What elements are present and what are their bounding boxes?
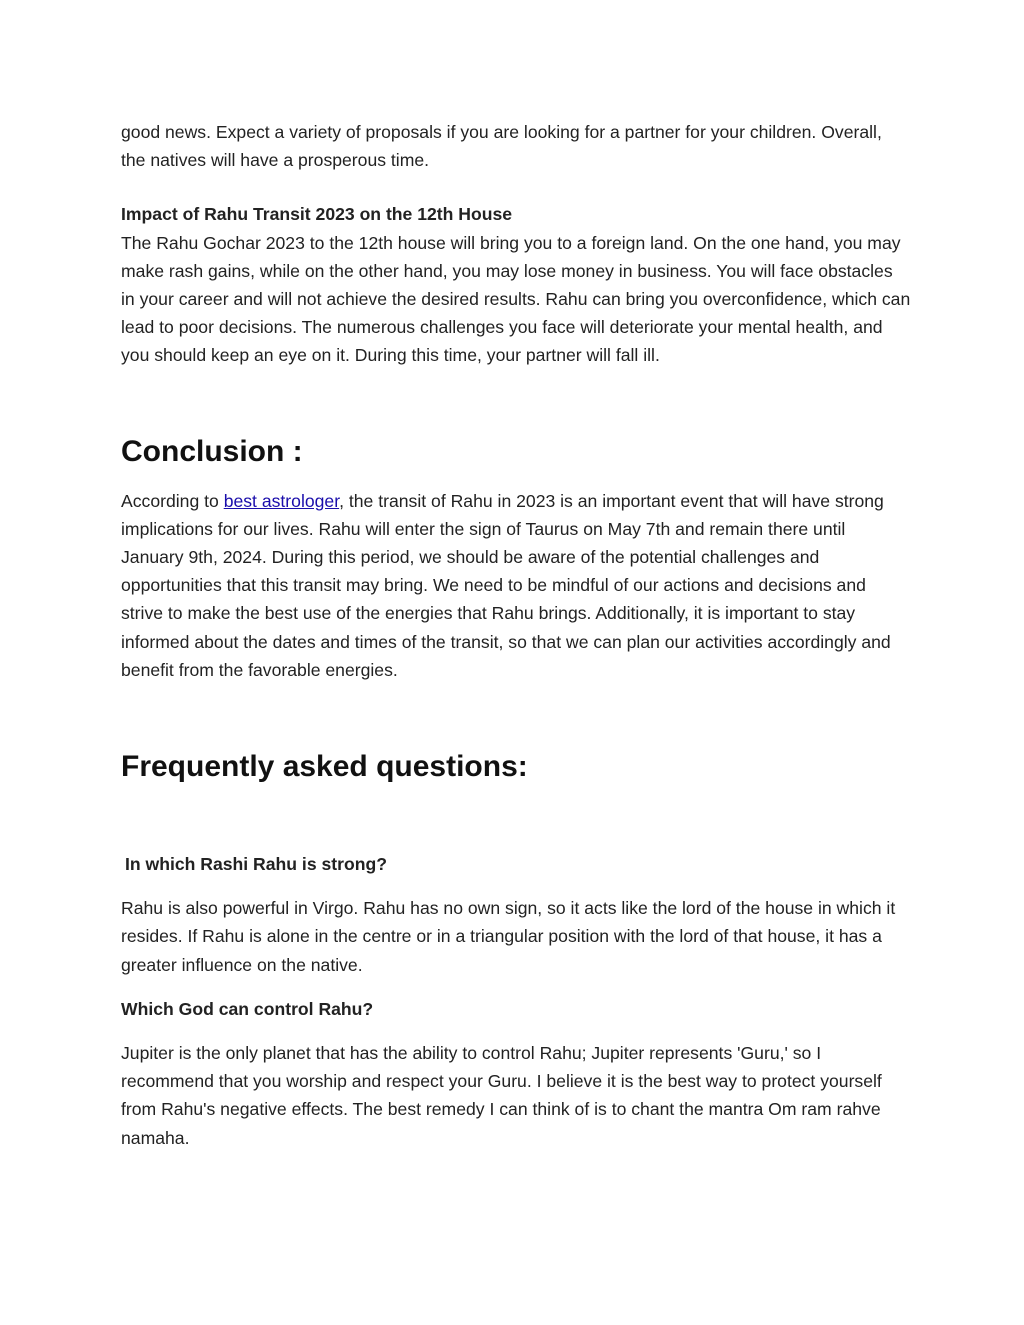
- conclusion-paragraph: [121, 487, 911, 684]
- conclusion-heading: Conclusion :: [121, 434, 303, 468]
- conclusion-prefix: According to: [121, 490, 224, 511]
- house12-paragraph: The Rahu Gochar 2023 to the 12th house will bring you to a foreign land. On the one hand, you may make rash gains, while on the other hand, you may lose money in business. You will face obstacles in your career and will not achieve the desired results. Rahu can bring you overconfidence, which can lead to poor decisions. The numerous challenges you face will deteriorate your mental health, and you should keep an eye on it. During this time, your partner will fall ill.: [121, 232, 911, 366]
- faq-heading: Frequently asked questions:: [121, 750, 528, 784]
- best-astrologer-link[interactable]: best astrologer: [223, 490, 340, 511]
- intro-paragraph: good news. Expect a variety of proposals if you are looking for a partner for your children. Overall, the natives will have a prosperous time.: [121, 122, 882, 171]
- document-page: [121, 118, 911, 1152]
- faq-answer-1: Rahu is also powerful in Virgo. Rahu has no own sign, so it acts like the lord of the house in which it resides. If Rahu is alone in the centre or in a triangular position with the lord of that house, it has a greater influence on the native.: [121, 898, 896, 975]
- house12-heading: Impact of Rahu Transit 2023 on the 12th House: [121, 204, 513, 225]
- faq-question-1: In which Rashi Rahu is strong?: [125, 854, 387, 875]
- house12-section: [121, 200, 911, 369]
- conclusion-suffix: , the transit of Rahu in 2023 is an important event that will have strong implications for our lives. Rahu will enter the sign of Taurus on May 7th and remain there until January 9th, 2024. During this period, we should be aware of the potential challenges and opportunities that this transit may bring. We need to be mindful of our actions and decisions and strive to make the best use of the energies that Rahu brings. Additionally, it is important to stay informed about the dates and times of the transit, so that we can plan our activities accordingly and benefit from the favorable energies.: [121, 490, 891, 680]
- faq-answer-2: Jupiter is the only planet that has the ability to control Rahu; Jupiter represents 'Guru,' so I recommend that you worship and respect your Guru. I believe it is the best way to protect yourself from Rahu's negative effects. The best remedy I can think of is to chant the mantra Om ram rahve namaha.: [121, 1043, 882, 1148]
- faq-question-2: Which God can control Rahu?: [121, 998, 374, 1019]
